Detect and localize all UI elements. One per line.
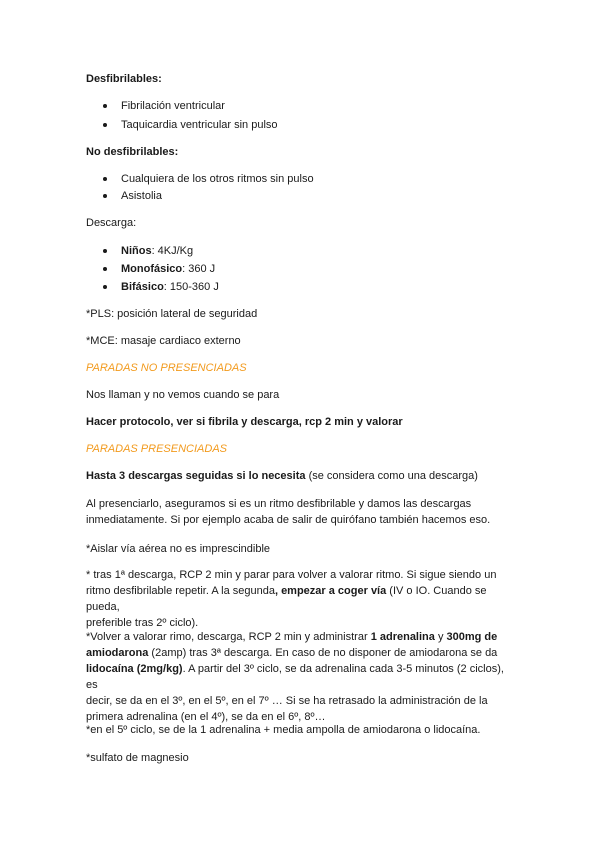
- bullet-icon: [103, 285, 107, 289]
- paragraph: Nos llaman y no vemos cuando se para: [86, 389, 280, 401]
- bullet-icon: [103, 194, 107, 198]
- descarga-label: Descarga:: [86, 217, 137, 229]
- document-page: Desfibrilables: Fibrilación ventricular Taquicardia ventricular sin pulso No desfibrilables: Cualquiera de los otros ritmos sin pulso Asistolia Descarga: Niños: 4KJ/Kg Monofásico: 360 J Bifásico: 150-360 J *PLS: posición lateral de seguridad *MCE: masaje cardiaco externo PARADAS NO PRESENCIADAS Nos llaman y no vemos cuando se para Hacer protocolo, ver si fibrila y descarga, rcp 2 min y valorar PARADAS PRESENCIADAS Hasta 3 descargas seguidas si lo necesita (se considera como una descarga) Al presenciarlo, aseguramos si es un ritmo desfibrilable y damos las descargas inmediatamente. Si por ejemplo acaba de salir de quirófano también hacemos eso. *Aislar vía aérea no es imprescindible * tras 1ª descarga, RCP 2 min y parar para volver a valorar ritmo. Si sigue siendo un ritmo desfibrilable repetir. A la segunda, empezar a coger vía (IV o IO. Cuando se pueda, preferible tras 2º ciclo). *Volver a valorar rimo, descarga, RCP 2 min y administrar 1 adrenalina y 300mg de amiodarona (2amp) tras 3ª descarga. En caso de no disponer de amiodarona se da lidocaína (2mg/kg). A partir del 3º ciclo, se da adrenalina cada 3-5 minutos (2 ciclos), es decir, se da en el 3º, en el 5º, en el 7º … Si se ha retrasado la administración de la primera adrenalina (en el 4º), se da en el 6º, 8º… *en el 5º ciclo, se de la 1 adrenalina + media ampolla de amiodarona o lidocaína. *sulfato de magnesio: [0, 0, 599, 848]
- paragraph-volver: *Volver a valorar rimo, descarga, RCP 2 min y administrar 1 adrenalina y 300mg de amiodarona (2amp) tras 3ª descarga. En caso de no disponer de amiodarona se da lidocaína (2mg/kg). A partir del 3º ciclo, se da adrenalina cada 3-5 minutos (2 ciclos), es decir, se da en el 3º, en el 5º, en el 7º … Si se ha retrasado la administración de la primera adrenalina (en el 4º), se da en el 6º, 8º…: [86, 631, 504, 723]
- heading-desfibrilables: Desfibrilables:: [86, 73, 162, 85]
- note-pls: *PLS: posición lateral de seguridad: [86, 308, 258, 320]
- bullet-icon: [103, 249, 107, 253]
- paragraph-protocolo: Hacer protocolo, ver si fibrila y descarga, rcp 2 min y valorar: [86, 416, 403, 428]
- paragraph-aislar: *Aislar vía aérea no es imprescindible: [86, 543, 271, 555]
- paragraph-al-presenciar: Al presenciarlo, aseguramos si es un ritmo desfibrilable y damos las descargas inmediatamente. Si por ejemplo acaba de salir de quirófano también hacemos eso.: [86, 498, 491, 526]
- bullet-icon: [103, 123, 107, 127]
- paragraph-hasta: Hasta 3 descargas seguidas si lo necesita (se considera como una descarga): [86, 470, 478, 482]
- bullet-icon: [103, 267, 107, 271]
- paragraph-sulfato: *sulfato de magnesio: [86, 752, 189, 764]
- paragraph-tras: * tras 1ª descarga, RCP 2 min y parar para volver a valorar ritmo. Si sigue siendo un ritmo desfibrilable repetir. A la segunda, empezar a coger vía (IV o IO. Cuando se pueda, preferible tras 2º ciclo).: [86, 569, 497, 629]
- heading-paradas-presenciadas: PARADAS PRESENCIADAS: [86, 443, 228, 455]
- bullet-icon: [103, 104, 107, 108]
- paragraph-quinto-ciclo: *en el 5º ciclo, se de la 1 adrenalina + media ampolla de amiodarona o lidocaína.: [86, 724, 481, 736]
- bullet-icon: [103, 177, 107, 181]
- note-mce: *MCE: masaje cardiaco externo: [86, 335, 241, 347]
- heading-paradas-no-presenciadas: PARADAS NO PRESENCIADAS: [86, 362, 247, 374]
- heading-no-desfibrilables: No desfibrilables:: [86, 146, 179, 158]
